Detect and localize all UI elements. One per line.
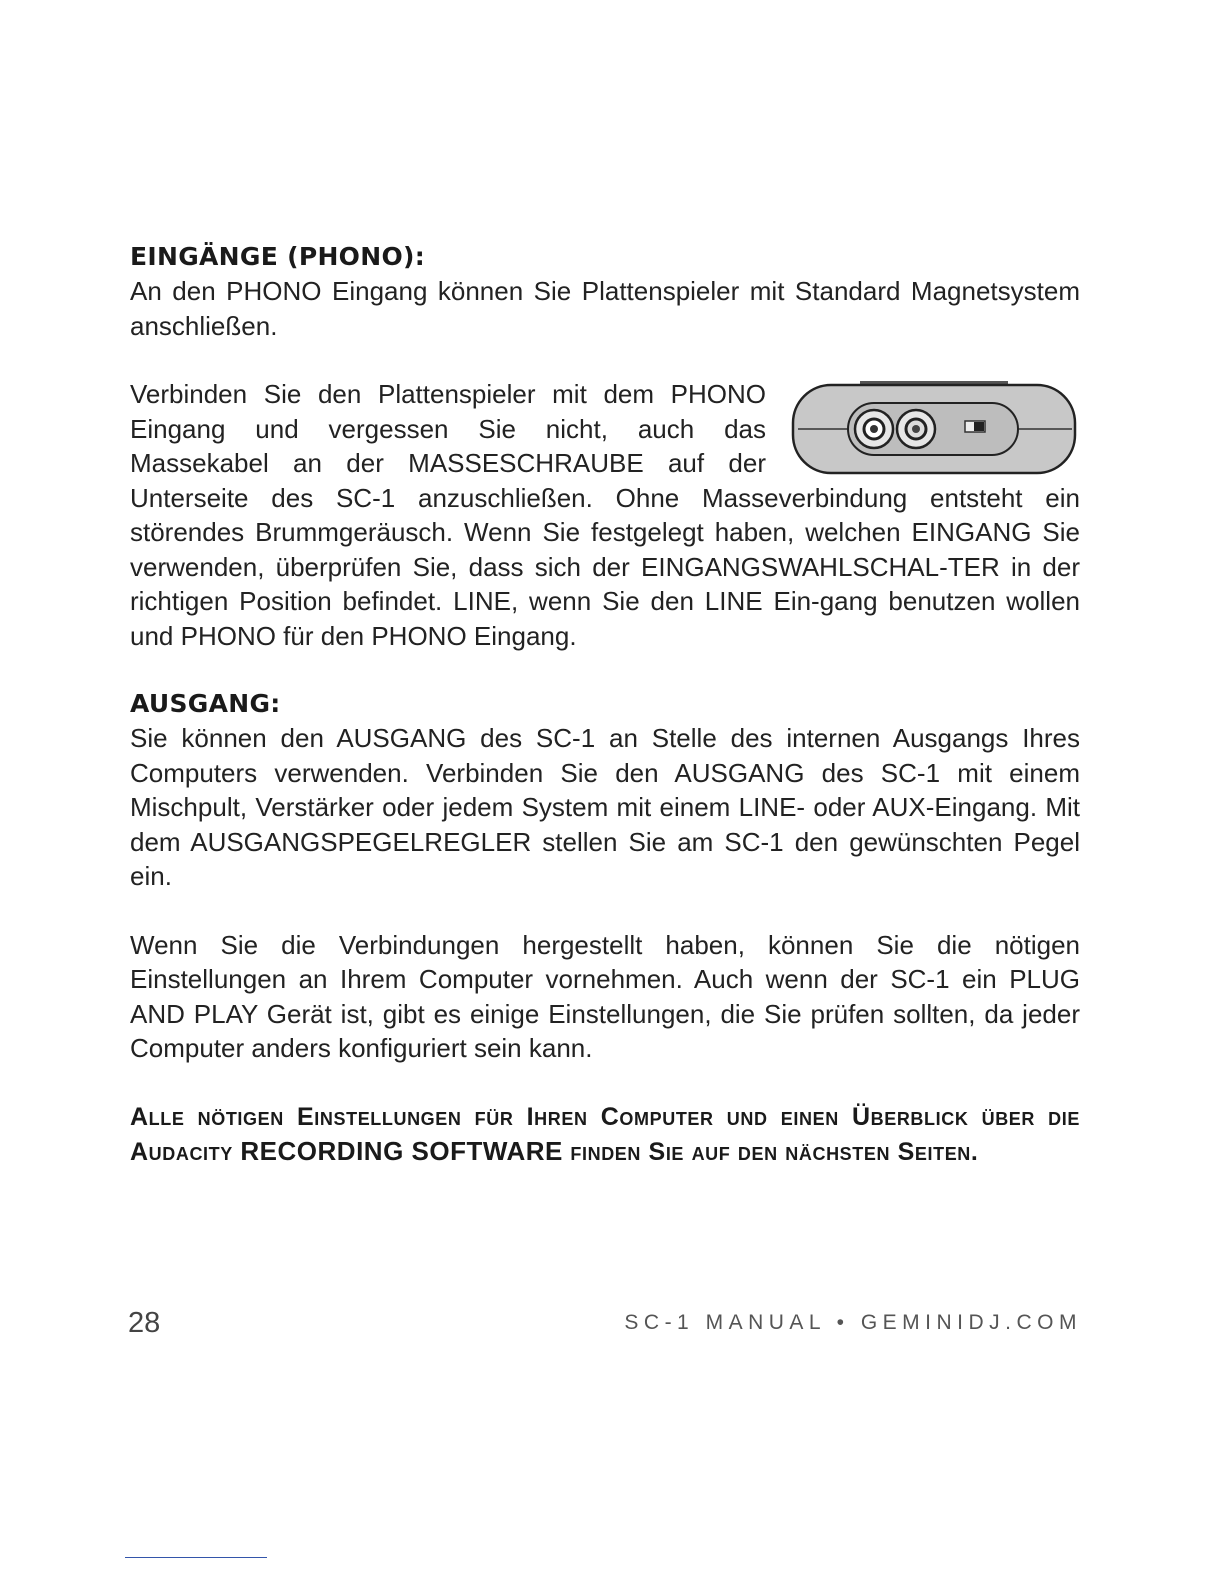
- note-recording-software: RECORDING SOFTWARE: [240, 1136, 563, 1166]
- phono-heading: EINGÄNGE (PHONO):: [130, 242, 426, 271]
- bottom-rule: [125, 1557, 267, 1558]
- phono-body: Verbinden Sie den Plattenspieler mit dem PHONO Eingang und vergessen Sie nicht, auch das Massekabel an der MASSESCHRAUBE auf der Unterseite des SC-1 anzuschließen. Ohne Masseverbindung entsteht ein störendes Brummgeräusch. Wenn Sie festgelegt haben, welchen EINGANG Sie verwenden, überprüfen Sie, dass sich der EINGANGSWAHLSCHAL-TER in der richtigen Position befindet. LINE, wenn Sie den LINE Ein-gang benutzen wollen und PHONO für den PHONO Eingang.: [130, 379, 1080, 651]
- phono-input-illustration: [790, 377, 1080, 477]
- next-pages-note: [130, 1100, 1080, 1170]
- output-body-2: Wenn Sie die Verbindungen hergestellt haben, können Sie die nötigen Einstellungen an Ihrem Computer vornehmen. Auch wenn der SC-1 ein PLUG AND PLAY Gerät ist, gibt es einige Einstellungen, die Sie prüfen sollten, da jeder Computer anders konfiguriert sein kann.: [130, 929, 1080, 1063]
- output-body-1: Sie können den AUSGANG des SC-1 an Stelle des internen Ausgangs Ihres Computers verwenden. Verbinden Sie den AUSGANG des SC-1 mit einem Mischpult, Verstärker oder jedem System mit einem LINE- oder AUX-Eingang. Mit dem AUSGANGSPEGELREGLER stellen Sie am SC-1 den gewünschten Pegel ein.: [130, 723, 1080, 891]
- page-number: 28: [128, 1307, 161, 1339]
- note-part-3: finden Sie auf den nächsten Seiten.: [562, 1138, 979, 1166]
- device-side-panel-icon: [790, 377, 1080, 477]
- note-part-1: Alle nötigen Einstellungen für Ihren Computer und einen Überblick über die Audacity: [130, 1102, 1080, 1166]
- page-content: [130, 240, 1080, 1170]
- phono-intro: An den PHONO Eingang können Sie Plattenspieler mit Standard Magnetsystem anschließen.: [130, 276, 1080, 341]
- output-heading: AUSGANG:: [130, 689, 281, 718]
- footer-manual-site: SC-1 MANUAL • GEMINIDJ.COM: [624, 1311, 1082, 1334]
